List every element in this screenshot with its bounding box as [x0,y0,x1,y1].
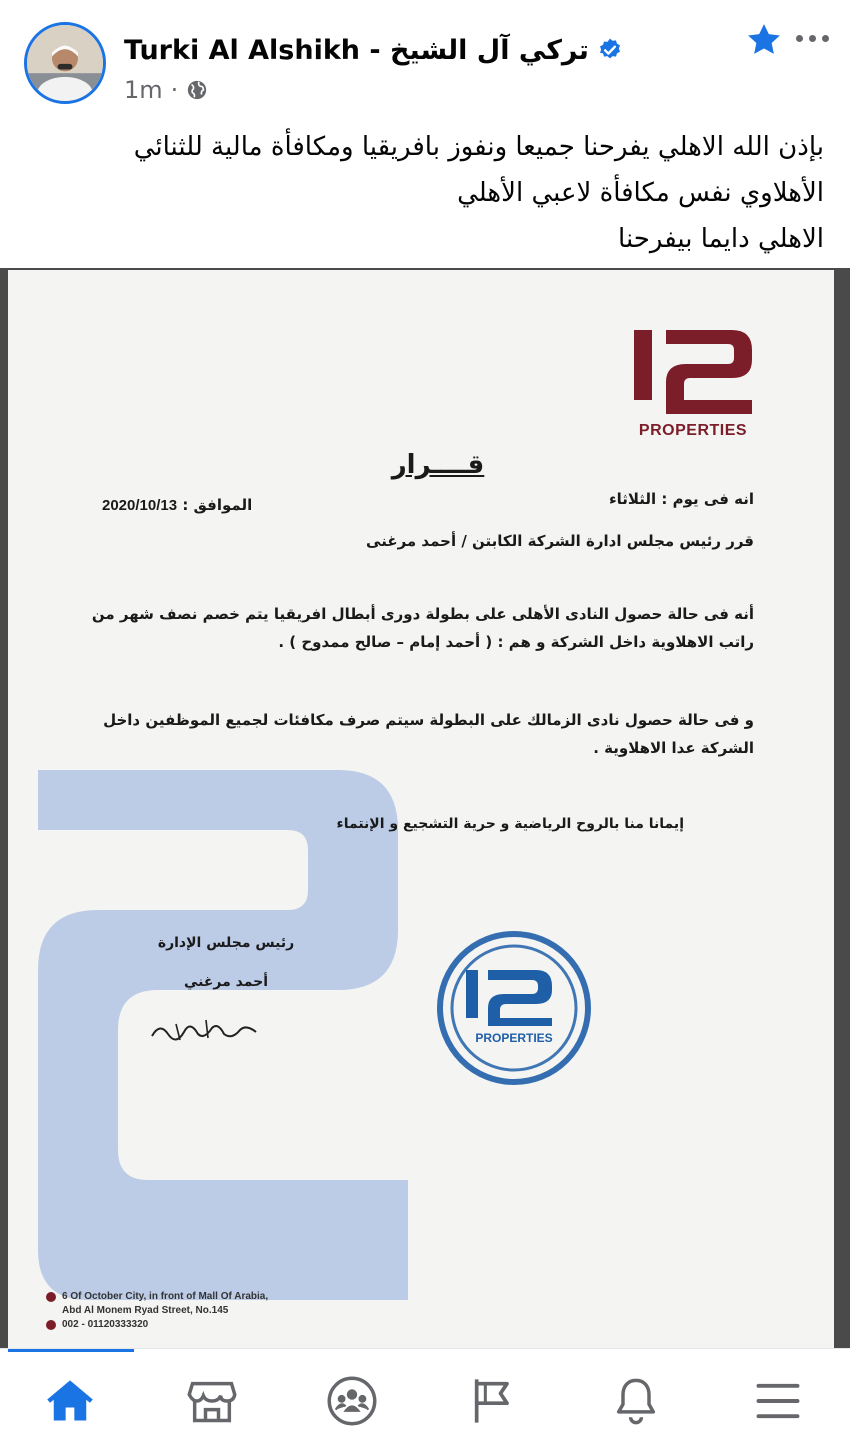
signature-name: أحمد مرغني [183,974,269,990]
post-text-line: الأهلاوي نفس مكافأة لاعبي الأهلي [457,178,824,208]
post-image[interactable] [0,268,850,1348]
active-tab-indicator [8,1349,134,1352]
phone-number: 002 - 01120333320 [62,1319,149,1330]
stamp-text: PROPERTIES [475,1031,553,1045]
menu-icon [752,1375,804,1427]
date-line [102,496,252,514]
signature-title: رئيس مجلس الإدارة [157,935,295,951]
post-time[interactable]: 1m [124,76,163,104]
decision-document [8,270,834,1348]
verified-badge-icon [597,37,623,63]
nav-marketplace[interactable] [182,1371,242,1431]
flag-icon [468,1375,520,1427]
post-meta [124,76,208,104]
star-icon[interactable] [744,20,784,60]
avatar[interactable] [24,22,106,104]
document-title: قــــرار [391,450,485,480]
nav-pages[interactable] [464,1371,524,1431]
marketplace-icon [186,1375,238,1427]
paragraph-line: أنه فى حالة حصول النادى الأهلى على بطولة دورى أبطال افريقيا يتم خصم نصف شهر من [91,605,754,623]
paragraph-line: الشركة عدا الاهلاوية . [593,739,754,757]
post-header [0,0,850,112]
nav-home[interactable] [40,1371,100,1431]
nav-menu[interactable] [748,1371,808,1431]
bell-icon [610,1375,662,1427]
nav-groups[interactable] [322,1371,382,1431]
groups-icon [326,1375,378,1427]
phone-icon [46,1320,56,1330]
author-row [124,30,623,70]
meta-separator: · [170,76,179,104]
company-stamp [436,930,592,1086]
date-value: 2020/10/13 [102,497,178,514]
paragraph-line: و فى حالة حصول نادى الزمالك على البطولة سيتم صرف مكافئات لجميع الموظفين داخل [103,711,754,729]
date-label: الموافق : [182,496,253,514]
brand-name: PROPERTIES [638,422,748,439]
post-text-line: بإذن الله الاهلي يفرحنا جميعا ونفوز بافريقيا ومكافأة مالية للثنائي [133,132,824,162]
paragraph-line: راتب الاهلاوية داخل الشركة و هم : ( أحمد إمام – صالح ممدوح ) . [278,633,754,651]
author-name[interactable]: Turki Al Alshikh - تركي آل الشيخ [124,34,589,66]
location-pin-icon [46,1292,56,1302]
company-address [46,1290,268,1332]
more-options-icon[interactable] [796,28,830,48]
globe-icon [186,79,208,101]
paragraph-2 [103,706,754,762]
post-text [24,124,824,262]
day-line: انه فى يوم : الثلاثاء [608,490,754,508]
post-text-line: الاهلي دايما بيفرحنا [618,224,824,254]
handwritten-signature [146,1010,266,1050]
home-icon [44,1375,96,1427]
profile-photo [27,25,103,101]
paragraph-1 [92,600,754,656]
closing-line: إيمانا منا بالروح الرياضية و حرية التشجيع و الإنتماء [336,816,684,832]
nav-notifications[interactable] [606,1371,666,1431]
bottom-navigation [0,1348,850,1440]
decision-line: قرر رئيس مجلس ادارة الشركة الكابتن / أحمد مرغنى [366,532,754,550]
address-line: 6 Of October City, in front of Mall Of Arabia, [62,1291,269,1302]
address-line: Abd Al Monem Ryad Street, No.145 [62,1305,229,1316]
